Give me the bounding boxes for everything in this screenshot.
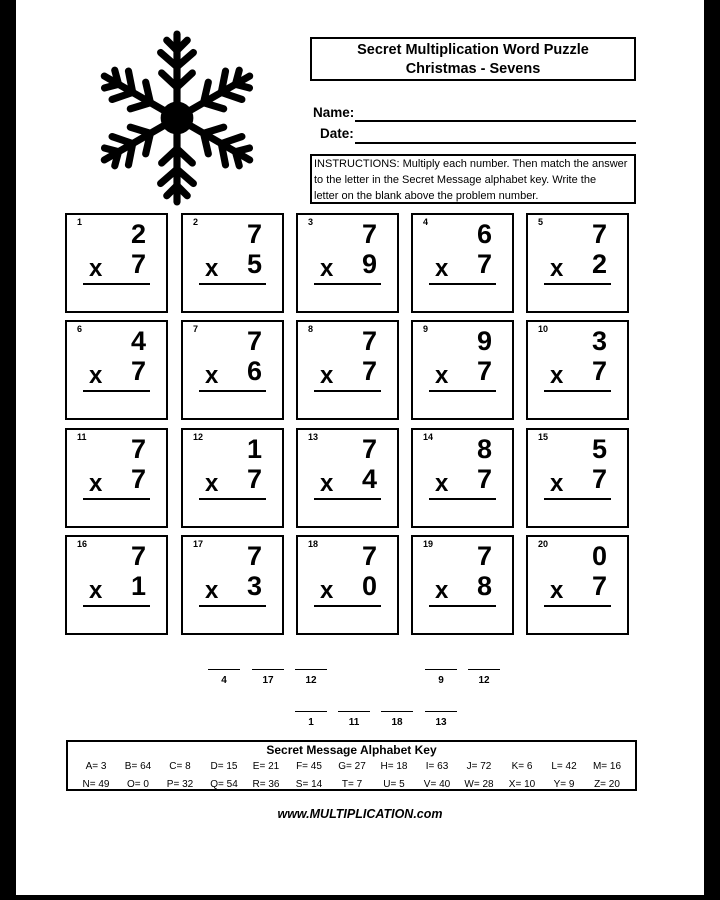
- answer-line[interactable]: [429, 498, 496, 500]
- problem-top-factor: 7: [361, 434, 377, 464]
- problem-box: [411, 428, 514, 528]
- alphabet-key-entry: U= 5: [383, 779, 405, 790]
- problem-number: 2: [193, 217, 199, 227]
- message-blank[interactable]: [468, 669, 500, 686]
- message-blank-number: 4: [221, 675, 227, 686]
- alphabet-key-entry: Y= 9: [553, 779, 575, 790]
- problem-box: [526, 320, 629, 420]
- problem-box: [65, 213, 168, 313]
- problem-number: 18: [308, 539, 319, 549]
- problem-top-factor: 5: [591, 434, 607, 464]
- alphabet-key-entry: N= 49: [82, 779, 110, 790]
- problem-box: [526, 535, 629, 635]
- message-blank[interactable]: [295, 711, 327, 728]
- alphabet-key-entry: R= 36: [252, 779, 280, 790]
- message-blank[interactable]: [425, 669, 457, 686]
- problem-box: [65, 428, 168, 528]
- problem-number: 3: [308, 217, 314, 227]
- problem-bottom-factor: 2: [591, 249, 607, 279]
- problem-bottom-factor: 7: [130, 464, 146, 494]
- alphabet-key-entry: L= 42: [551, 761, 577, 772]
- alphabet-key-entry: J= 72: [466, 761, 492, 772]
- problem-top-factor: 0: [591, 541, 607, 571]
- alphabet-key-entry: H= 18: [380, 761, 408, 772]
- problem-top-factor: 2: [130, 219, 146, 249]
- alphabet-key-entry: S= 14: [295, 779, 323, 790]
- problem-top-factor: 7: [361, 326, 377, 356]
- problem-box: [296, 535, 399, 635]
- date-line[interactable]: [355, 142, 636, 144]
- problem-top-factor: 7: [246, 219, 262, 249]
- alphabet-key-entry: Z= 20: [594, 779, 620, 790]
- answer-line[interactable]: [199, 605, 266, 607]
- problem-bottom-factor: 6: [246, 356, 262, 386]
- answer-line[interactable]: [83, 283, 150, 285]
- problem-number: 19: [423, 539, 434, 549]
- worksheet-subtitle: Christmas - Sevens: [405, 61, 541, 77]
- answer-line[interactable]: [429, 283, 496, 285]
- message-blank-number: 13: [435, 717, 447, 728]
- name-label: Name:: [313, 105, 355, 120]
- problem-bottom-factor: 3: [246, 571, 262, 601]
- alphabet-key-entry: Q= 54: [210, 779, 238, 790]
- problem-number: 16: [77, 539, 88, 549]
- multiply-sign: x: [205, 362, 219, 389]
- multiply-sign: x: [435, 470, 449, 497]
- date-label: Date:: [320, 126, 354, 141]
- message-blank-number: 18: [391, 717, 403, 728]
- alphabet-key-entry: T= 7: [341, 779, 363, 790]
- answer-line[interactable]: [199, 390, 266, 392]
- multiply-sign: x: [205, 577, 219, 604]
- problem-box: [411, 535, 514, 635]
- problem-bottom-factor: 7: [476, 356, 492, 386]
- multiply-sign: x: [205, 470, 219, 497]
- problem-bottom-factor: 9: [361, 249, 377, 279]
- message-blank-number: 17: [262, 675, 274, 686]
- alphabet-key-entry: V= 40: [423, 779, 451, 790]
- message-blank-number: 12: [305, 675, 317, 686]
- problem-box: [65, 535, 168, 635]
- alphabet-key-entry: K= 6: [511, 761, 533, 772]
- answer-line[interactable]: [429, 390, 496, 392]
- problem-top-factor: 7: [130, 541, 146, 571]
- problem-bottom-factor: 4: [361, 464, 377, 494]
- message-blank-number: 1: [308, 717, 314, 728]
- problem-number: 12: [193, 432, 204, 442]
- problem-number: 5: [538, 217, 544, 227]
- alphabet-key-entry: I= 63: [425, 761, 449, 772]
- problem-box: [411, 213, 514, 313]
- problem-top-factor: 7: [591, 219, 607, 249]
- multiply-sign: x: [435, 577, 449, 604]
- worksheet-title: Secret Multiplication Word Puzzle: [357, 42, 589, 58]
- problem-bottom-factor: 7: [246, 464, 262, 494]
- alphabet-key-entry: X= 10: [508, 779, 536, 790]
- footer-url: www.MULTIPLICATION.com: [277, 807, 443, 821]
- problem-number: 15: [538, 432, 549, 442]
- problem-box: [181, 320, 284, 420]
- alphabet-key-entry: G= 27: [338, 761, 366, 772]
- multiply-sign: x: [550, 577, 564, 604]
- problem-top-factor: 6: [476, 219, 492, 249]
- alphabet-key-entry: D= 15: [210, 761, 238, 772]
- problem-bottom-factor: 7: [591, 571, 607, 601]
- problem-top-factor: 9: [476, 326, 492, 356]
- multiply-sign: x: [435, 255, 449, 282]
- alphabet-key-entry: O= 0: [127, 779, 149, 790]
- multiply-sign: x: [320, 470, 334, 497]
- problem-top-factor: 4: [130, 326, 146, 356]
- problem-number: 20: [538, 539, 549, 549]
- problem-number: 7: [193, 324, 199, 334]
- problem-box: [296, 213, 399, 313]
- alphabet-key-entry: A= 3: [85, 761, 107, 772]
- problem-number: 10: [538, 324, 549, 334]
- problem-bottom-factor: 5: [246, 249, 262, 279]
- instructions-box: [310, 154, 636, 204]
- problem-bottom-factor: 7: [361, 356, 377, 386]
- multiply-sign: x: [205, 255, 219, 282]
- problem-bottom-factor: 8: [476, 571, 492, 601]
- problem-number: 9: [423, 324, 429, 334]
- problem-top-factor: 7: [361, 219, 377, 249]
- message-blank-number: 11: [348, 717, 360, 728]
- message-blank[interactable]: [425, 711, 457, 728]
- problem-top-factor: 7: [476, 541, 492, 571]
- alphabet-key-entry: P= 32: [166, 779, 194, 790]
- problem-number: 13: [308, 432, 319, 442]
- answer-line[interactable]: [314, 390, 381, 392]
- problem-number: 11: [77, 432, 87, 442]
- message-blank-number: 9: [438, 675, 444, 686]
- name-line[interactable]: [355, 120, 636, 122]
- problem-box: [411, 320, 514, 420]
- problem-bottom-factor: 7: [130, 356, 146, 386]
- problem-number: 1: [77, 217, 83, 227]
- answer-line[interactable]: [83, 390, 150, 392]
- problem-number: 17: [193, 539, 204, 549]
- alphabet-key-entry: C= 8: [169, 761, 191, 772]
- problem-box: [296, 320, 399, 420]
- problem-box: [526, 428, 629, 528]
- multiply-sign: x: [435, 362, 449, 389]
- instructions-line: letter on the blank above the problem number.: [314, 190, 539, 202]
- answer-line[interactable]: [314, 605, 381, 607]
- problem-top-factor: 3: [591, 326, 607, 356]
- problem-bottom-factor: 7: [130, 249, 146, 279]
- alphabet-key-entry: E= 21: [252, 761, 280, 772]
- problem-top-factor: 7: [361, 541, 377, 571]
- alphabet-key-entry: B= 64: [124, 761, 152, 772]
- answer-line[interactable]: [199, 283, 266, 285]
- problem-bottom-factor: 1: [130, 571, 146, 601]
- answer-line[interactable]: [544, 605, 611, 607]
- instructions-line: INSTRUCTIONS: Multiply each number. Then match the answer: [314, 158, 628, 170]
- problem-box: [296, 428, 399, 528]
- instructions-line: to the letter in the Secret Message alphabet key. Write the: [314, 174, 597, 186]
- answer-line[interactable]: [544, 498, 611, 500]
- problem-top-factor: 7: [246, 326, 262, 356]
- answer-line[interactable]: [83, 605, 150, 607]
- problem-box: [181, 213, 284, 313]
- message-blank[interactable]: [295, 669, 327, 686]
- answer-line[interactable]: [314, 283, 381, 285]
- answer-line[interactable]: [314, 498, 381, 500]
- alphabet-key-title: Secret Message Alphabet Key: [266, 743, 437, 757]
- answer-line[interactable]: [83, 498, 150, 500]
- problem-bottom-factor: 7: [591, 464, 607, 494]
- multiply-sign: x: [89, 255, 103, 282]
- snowflake-icon: [74, 30, 280, 206]
- multiply-sign: x: [550, 255, 564, 282]
- problem-top-factor: 8: [476, 434, 492, 464]
- multiply-sign: x: [320, 577, 334, 604]
- alphabet-key-entry: F= 45: [296, 761, 322, 772]
- multiply-sign: x: [89, 470, 103, 497]
- multiply-sign: x: [320, 362, 334, 389]
- problem-number: 6: [77, 324, 83, 334]
- message-blank-number: 12: [478, 675, 490, 686]
- answer-line[interactable]: [544, 283, 611, 285]
- worksheet-page: [16, 0, 704, 895]
- answer-line[interactable]: [199, 498, 266, 500]
- title-box: [310, 37, 636, 81]
- problem-bottom-factor: 0: [361, 571, 377, 601]
- message-blank[interactable]: [381, 711, 413, 728]
- problem-number: 8: [308, 324, 314, 334]
- multiply-sign: x: [89, 577, 103, 604]
- problem-box: [526, 213, 629, 313]
- alphabet-key: [66, 740, 637, 791]
- multiply-sign: x: [550, 470, 564, 497]
- problem-box: [65, 320, 168, 420]
- problem-top-factor: 7: [246, 541, 262, 571]
- problem-number: 4: [423, 217, 429, 227]
- message-blank[interactable]: [338, 711, 370, 728]
- problem-box: [181, 535, 284, 635]
- problem-bottom-factor: 7: [476, 249, 492, 279]
- problem-bottom-factor: 7: [591, 356, 607, 386]
- message-blank[interactable]: [252, 669, 284, 686]
- multiply-sign: x: [89, 362, 103, 389]
- problem-box: [181, 428, 284, 528]
- message-blank[interactable]: [208, 669, 240, 686]
- multiply-sign: x: [320, 255, 334, 282]
- problem-bottom-factor: 7: [476, 464, 492, 494]
- problem-number: 14: [423, 432, 434, 442]
- answer-line[interactable]: [429, 605, 496, 607]
- alphabet-key-entry: W= 28: [464, 779, 494, 790]
- problem-top-factor: 7: [130, 434, 146, 464]
- multiply-sign: x: [550, 362, 564, 389]
- problem-top-factor: 1: [246, 434, 262, 464]
- alphabet-key-entry: M= 16: [592, 761, 622, 772]
- answer-line[interactable]: [544, 390, 611, 392]
